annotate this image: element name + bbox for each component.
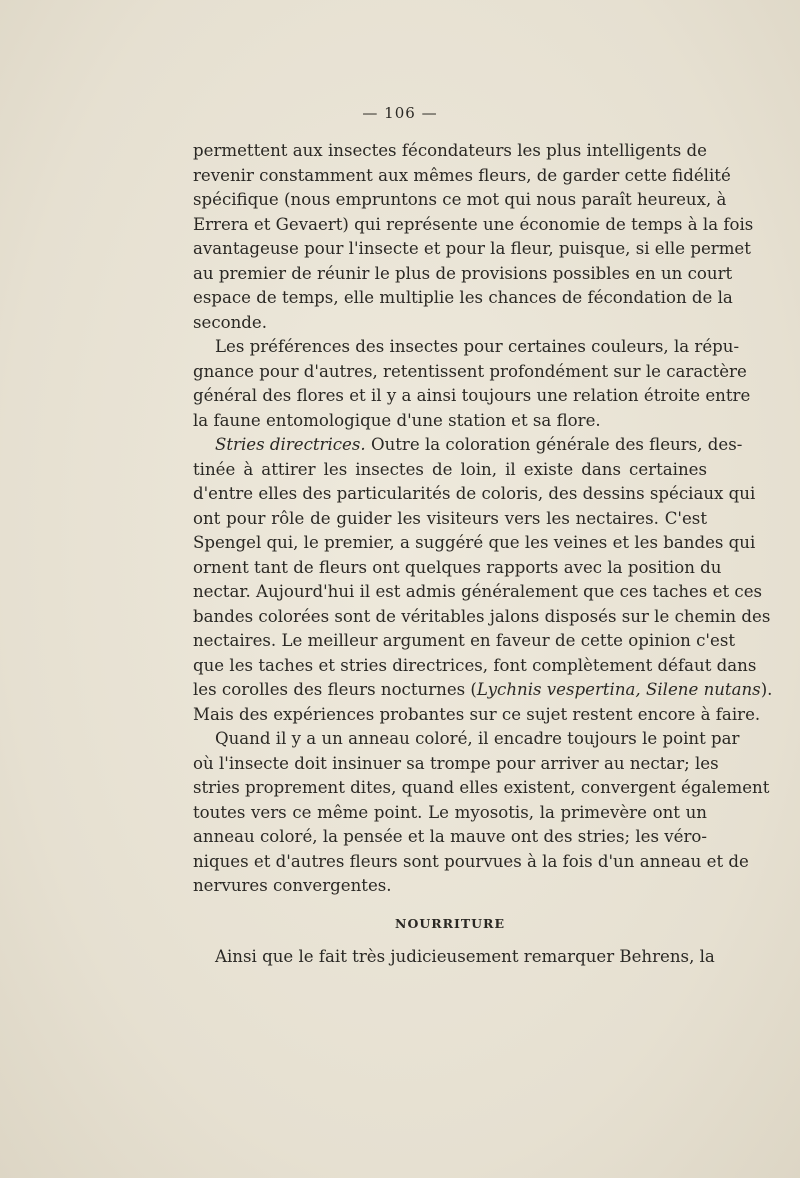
text-line: toutes vers ce même point. Le myosotis, la primevère ont un bbox=[193, 802, 707, 822]
text-line: que les taches et stries directrices, font complètement défaut dans bbox=[193, 655, 757, 675]
text-line: anneau coloré, la pensée et la mauve ont des stries; les véro- bbox=[193, 827, 708, 846]
text-line: Errera et Gevaert) qui représente une économie de temps à la fois bbox=[193, 214, 754, 234]
text-line bbox=[193, 433, 743, 458]
text-line: Ainsi que le fait très judicieusement remarquer Behrens, la bbox=[215, 947, 715, 966]
text-line: ont pour rôle de guider les visiteurs vers les nectaires. C'est bbox=[193, 508, 707, 528]
text-line: niques et d'autres fleurs sont pourvues à la fois d'un anneau et de bbox=[193, 851, 749, 871]
text-line: avantageuse pour l'insecte et pour la fleur, puisque, si elle permet bbox=[193, 239, 751, 258]
text-line: nectar. Aujourd'hui il est admis généralement que ces taches et ces bbox=[193, 582, 763, 601]
text-line: nectaires. Le meilleur argument en faveur de cette opinion c'est bbox=[193, 631, 736, 650]
text-line: Mais des expériences probantes sur ce sujet restent encore à faire. bbox=[193, 704, 761, 724]
text-line: tinée à attirer les insectes de loin, il existe dans certaines bbox=[193, 459, 707, 479]
text-line: revenir constamment aux mêmes fleurs, de garder cette fidélité bbox=[193, 165, 731, 185]
text-line: bandes colorées sont de véritables jalons disposés sur le chemin des bbox=[193, 606, 771, 626]
text-line: nervures convergentes. bbox=[193, 876, 392, 895]
text-fragment: les corolles des fleurs nocturnes ( bbox=[193, 680, 477, 699]
text-line: ornent tant de fleurs ont quelques rapports avec la position du bbox=[193, 557, 722, 577]
text-line: la faune entomologique d'une station et sa flore. bbox=[193, 410, 601, 430]
text-line: spécifique (nous empruntons ce mot qui nous paraît heureux, à bbox=[193, 190, 727, 209]
text-line: gnance pour d'autres, retentissent profondément sur le caractère bbox=[193, 361, 747, 381]
text-line bbox=[193, 678, 773, 703]
text-line: général des flores et il y a ainsi toujours une relation étroite entre bbox=[193, 386, 751, 405]
page-number: — 106 — bbox=[362, 104, 438, 122]
text-fragment: ). bbox=[760, 680, 773, 699]
text-line: seconde. bbox=[193, 312, 268, 332]
text-line: permettent aux insectes fécondateurs les plus intelligents de bbox=[193, 141, 707, 160]
text-line: Spengel qui, le premier, a suggéré que les veines et les bandes qui bbox=[193, 533, 756, 552]
text-line: Les préférences des insectes pour certaines couleurs, la répu- bbox=[215, 337, 740, 356]
text-line: Quand il y a un anneau coloré, il encadre toujours le point par bbox=[215, 729, 740, 748]
text-line: au premier de réunir le plus de provisions possibles en un court bbox=[193, 263, 733, 283]
section-title: NOURRITURE bbox=[395, 915, 505, 931]
text-line: où l'insecte doit insinuer sa trompe pour arriver au nectar; les bbox=[193, 753, 719, 773]
text-line: stries proprement dites, quand elles existent, convergent également bbox=[193, 778, 770, 797]
body-text bbox=[193, 139, 773, 970]
text-line: espace de temps, elle multiplie les chances de fécondation de la bbox=[193, 288, 733, 307]
text-line: d'entre elles des particularités de coloris, des dessins spéciaux qui bbox=[193, 484, 756, 503]
text-fragment: Outre la coloration générale des fleurs, des- bbox=[370, 435, 743, 454]
stries-heading: Stries directrices. bbox=[215, 435, 366, 454]
latin-names: Lychnis vespertina, Silene nutans bbox=[476, 680, 761, 699]
